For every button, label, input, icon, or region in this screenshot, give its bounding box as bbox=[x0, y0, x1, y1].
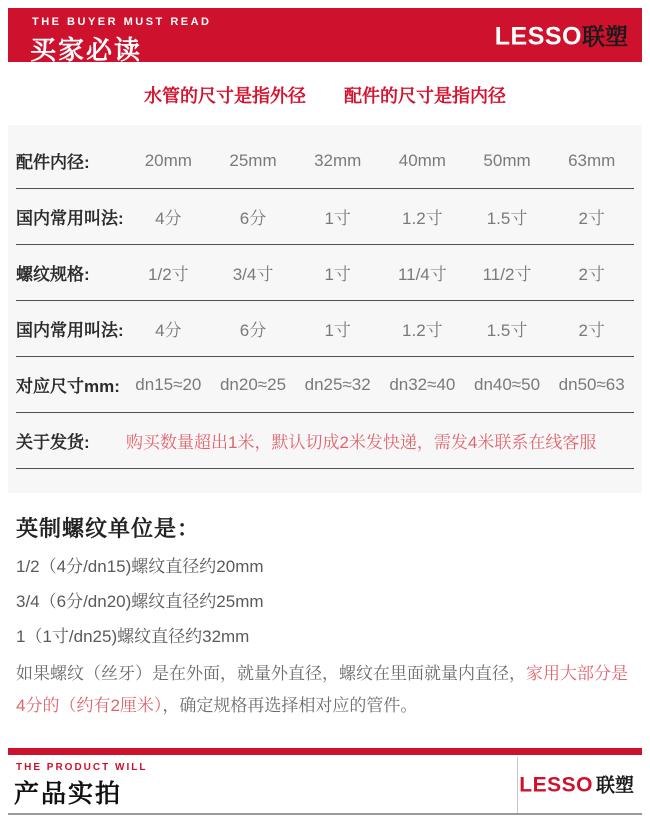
measuring-tip bbox=[16, 658, 636, 722]
row-value: 1寸 bbox=[324, 321, 351, 340]
footer-divider bbox=[517, 757, 518, 813]
thread-unit-heading: 英制螺纹单位是： bbox=[16, 516, 201, 541]
lesso-logo bbox=[495, 19, 628, 52]
row-label: 对应尺寸mm: bbox=[16, 377, 120, 396]
table-row-shipping bbox=[16, 413, 634, 469]
table-row-dn-size bbox=[16, 357, 634, 413]
row-value: 2寸 bbox=[578, 265, 605, 284]
row-value: 1寸 bbox=[324, 265, 351, 284]
row-value: 1.2寸 bbox=[402, 321, 443, 340]
row-value: 6分 bbox=[239, 321, 267, 340]
row-value: 1/2寸 bbox=[148, 265, 189, 284]
row-value: 50mm bbox=[483, 150, 531, 170]
row-label: 关于发货: bbox=[16, 433, 90, 452]
row-value: 3/4寸 bbox=[232, 265, 274, 284]
footer-lesso-logo-en: LESSO bbox=[519, 773, 593, 797]
row-value: dn50≈63 bbox=[558, 374, 625, 394]
row-value: dn15≈20 bbox=[135, 374, 202, 394]
row-value: 2寸 bbox=[578, 209, 605, 228]
thread-unit-line: 1（1寸/dn25)螺纹直径约32mm bbox=[16, 627, 250, 646]
row-value: 11/4寸 bbox=[397, 265, 447, 284]
footer-tagline: THE PRODUCT WILL bbox=[16, 762, 148, 773]
row-value: dn32≈40 bbox=[389, 374, 456, 394]
size-comparison-table bbox=[8, 125, 642, 493]
row-value: dn40≈50 bbox=[473, 374, 541, 394]
row-value: 2寸 bbox=[578, 321, 605, 340]
row-value: 1.5寸 bbox=[486, 321, 528, 340]
row-label: 配件内径: bbox=[16, 153, 90, 172]
tip-text-gray-before: 如果螺纹（丝牙）是在外面，就量外直径，螺纹在里面就量内直径， bbox=[16, 664, 526, 683]
shipping-note: 购买数量超出1米，默认切成2米发快递，需发4米联系在线客服 bbox=[126, 433, 597, 452]
thread-unit-list bbox=[16, 549, 264, 654]
product-photo-banner bbox=[8, 755, 642, 815]
row-label: 国内常用叫法: bbox=[16, 209, 124, 228]
row-label: 螺纹规格: bbox=[16, 265, 90, 284]
table-row-common-name-1 bbox=[16, 189, 634, 245]
row-value: 25mm bbox=[229, 150, 277, 170]
buyer-must-read-banner bbox=[8, 8, 642, 65]
tip-text-red: 家用大部分是4分的（约有2厘米） bbox=[16, 664, 628, 715]
row-label: 国内常用叫法: bbox=[16, 321, 124, 340]
size-notice bbox=[0, 82, 650, 108]
thread-unit-line: 3/4（6分/dn20)螺纹直径约25mm bbox=[16, 592, 264, 611]
row-value: 11/2寸 bbox=[482, 265, 532, 284]
footer-red-bar bbox=[8, 748, 642, 755]
size-notice-pipe: 水管的尺寸是指外径 bbox=[144, 86, 306, 106]
thread-unit-line: 1/2（4分/dn15)螺纹直径约20mm bbox=[16, 557, 264, 576]
row-value: 4分 bbox=[155, 321, 182, 340]
tip-text-gray-after: ，确定规格再选择相对应的管件。 bbox=[162, 696, 418, 715]
table-row-inner-diameter bbox=[16, 133, 634, 189]
footer-title: 产品实拍 bbox=[14, 780, 123, 808]
row-value: 1寸 bbox=[324, 209, 351, 228]
lesso-logo-cn: 联塑 bbox=[582, 23, 628, 50]
table-row-thread-spec bbox=[16, 245, 634, 301]
lesso-logo-en: LESSO bbox=[494, 22, 582, 51]
row-value: 1.2寸 bbox=[402, 209, 443, 228]
row-value: 40mm bbox=[398, 150, 446, 170]
row-value: 32mm bbox=[314, 150, 362, 170]
banner-tagline: THE BUYER MUST READ bbox=[32, 16, 212, 28]
size-notice-fitting: 配件的尺寸是指内径 bbox=[344, 86, 506, 106]
row-value: 4分 bbox=[155, 209, 182, 228]
row-value: dn25≈32 bbox=[304, 374, 371, 394]
row-value: 20mm bbox=[144, 150, 192, 170]
table-row-common-name-2 bbox=[16, 301, 634, 357]
footer-lesso-logo-cn: 联塑 bbox=[595, 775, 634, 797]
banner-title: 买家必读 bbox=[30, 35, 143, 65]
footer-lesso-logo bbox=[519, 771, 634, 798]
row-value: dn20≈25 bbox=[219, 374, 287, 394]
row-value: 1.5寸 bbox=[486, 209, 528, 228]
row-value: 63mm bbox=[568, 150, 616, 170]
row-value: 6分 bbox=[239, 209, 267, 228]
